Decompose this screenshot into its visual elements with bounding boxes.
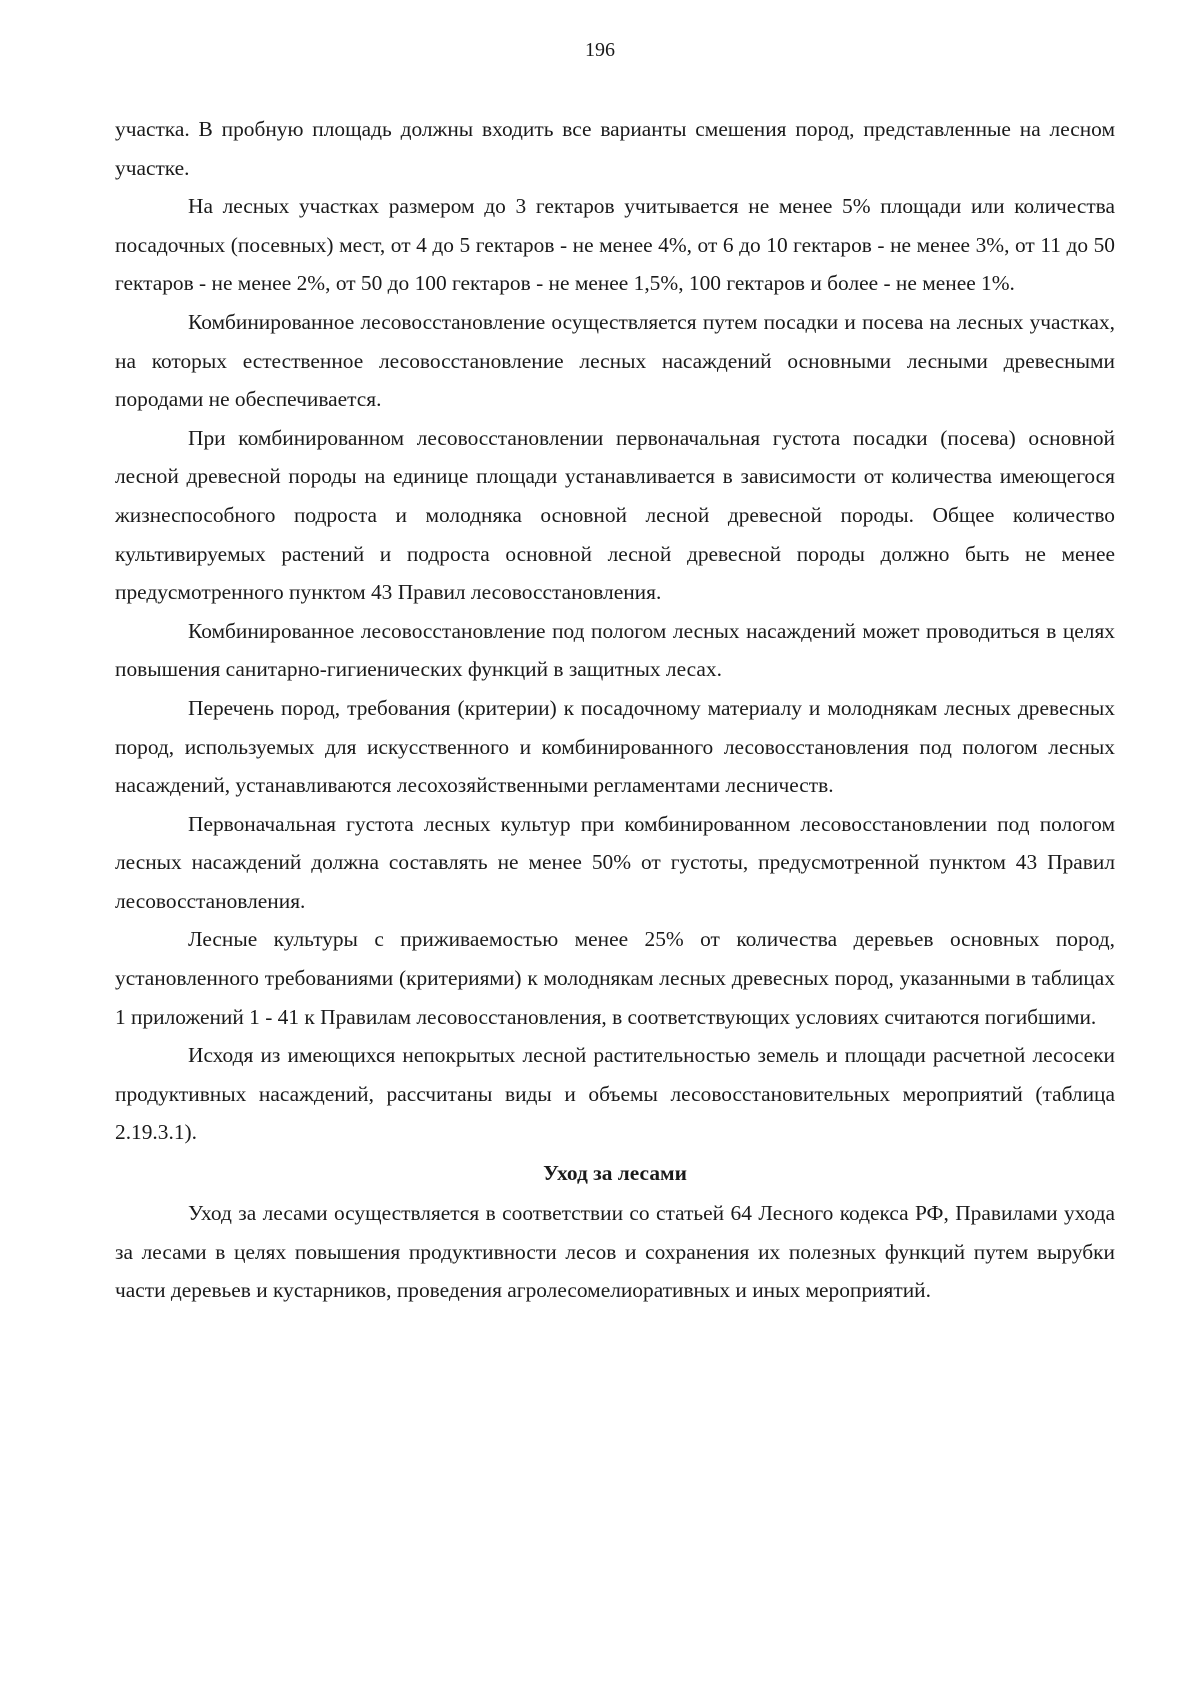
- paragraph-initial-density: При комбинированном лесовосстановлении первоначальная густота посадки (посева) основной лесной древесной породы на единице площади устанавливается в зависимости от количества имеющегося жизнеспособного подроста и молодняка основной лесной древесной породы. Общее количество культивируемых растений и подроста основной лесной древесной породы должно быть не менее предусмотренного пунктом 43 Правил лесовосстановления.: [115, 425, 1115, 605]
- section-title: Уход за лесами: [543, 1161, 687, 1186]
- paragraph-survival-rate: Лесные культуры с приживаемостью менее 25% от количества деревьев основных пород, установленного требованиями (критериями) к молоднякам лесных древесных пород, указанными в таблицах 1 приложений 1 - 41 к Правилам лесовосстановления, в соответствующих условиях считаются погибшими.: [115, 927, 1115, 1029]
- page-number: 196: [585, 39, 615, 61]
- paragraph-species-list: Перечень пород, требования (критерии) к посадочному материалу и молоднякам лесных древесных пород, используемых для искусственного и комбинированного лесовосстановления под пологом лесных насаждений, устанавливаются лесохозяйственными регламентами лесничеств.: [115, 695, 1115, 798]
- paragraph-calculated-volumes: Исходя из имеющихся непокрытых лесной растительностью земель и площади расчетной лесосеки продуктивных насаждений, рассчитаны виды и объемы лесовосстановительных мероприятий (таблица 2.19.3.1).: [115, 1043, 1115, 1145]
- paragraph-density-50: Первоначальная густота лесных культур при комбинированном лесовосстановлении под пологом лесных насаждений должна составлять не менее 50% от густоты, предусмотренной пунктом 43 Правил лесовосстановления.: [115, 811, 1115, 913]
- paragraph-under-canopy: Комбинированное лесовосстановление под пологом лесных насаждений может проводиться в целях повышения санитарно-гигиенических функций в защитных лесах.: [115, 618, 1115, 682]
- document-body: [115, 110, 1115, 1310]
- paragraph-continuation: участка. В пробную площадь должны входить все варианты смешения пород, представленные на лесном участке.: [115, 117, 1115, 180]
- paragraph-forest-care: Уход за лесами осуществляется в соответствии со статьей 64 Лесного кодекса РФ, Правилами ухода за лесами в целях повышения продуктивности лесов и сохранения их полезных функций путем вырубки части деревьев и кустарников, проведения агролесомелиоративных и иных мероприятий.: [115, 1201, 1115, 1303]
- paragraph-sample-area-norms: На лесных участках размером до 3 гектаров учитывается не менее 5% площади или количества посадочных (посевных) мест, от 4 до 5 гектаров - не менее 4%, от 6 до 10 гектаров - не менее 3%, от 11 до 50 гектаров - не менее 2%, от 50 до 100 гектаров - не менее 1,5%, 100 гектаров и более - не менее 1%.: [115, 194, 1115, 296]
- paragraph-combined-reforestation: Комбинированное лесовосстановление осуществляется путем посадки и посева на лесных участках, на которых естественное лесовосстановление лесных насаждений основными лесными древесными породами не обеспечивается.: [115, 309, 1115, 412]
